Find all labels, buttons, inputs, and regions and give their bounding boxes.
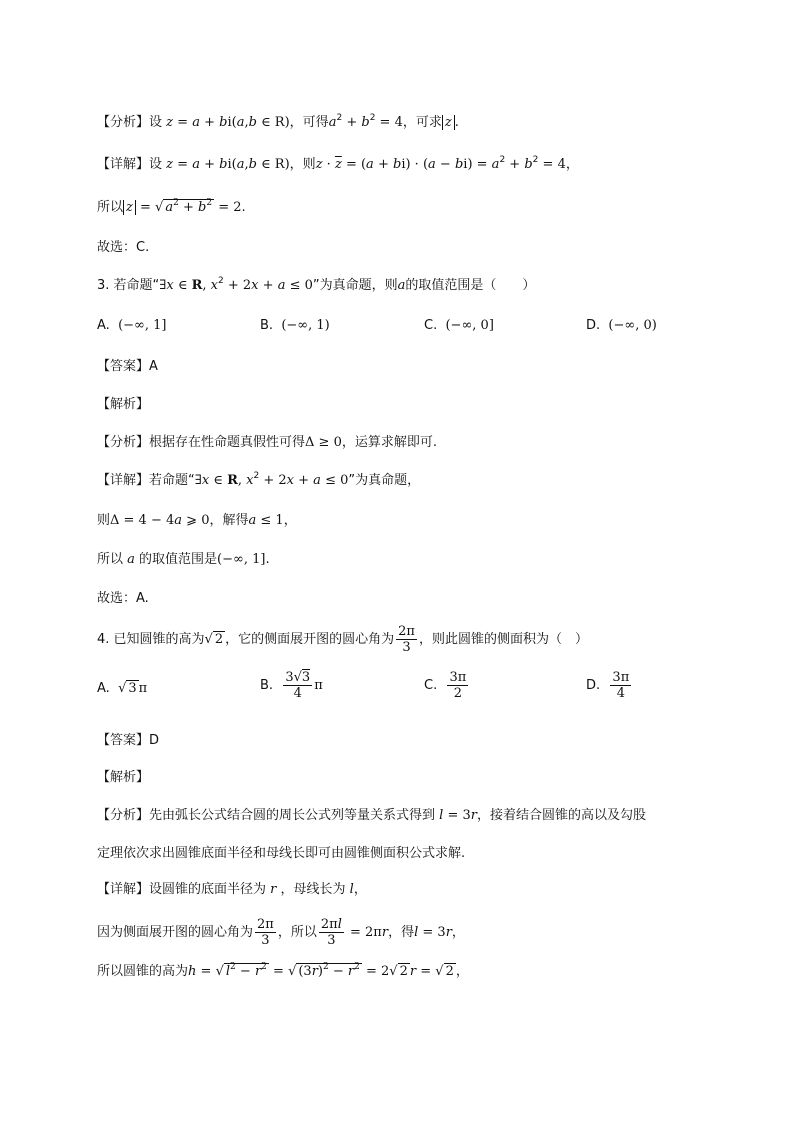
q3-analysis: 【分析】根据存在性命题真假性可得Δ ≥ 0，运算求解即可. <box>97 435 437 450</box>
q3-choice: 故选：A. <box>97 591 149 606</box>
q3-stem: 3. 若命题“∃x ∈ R, $x^2 + 2x + a \le 0$”为真命题，则a的取值范围是（ ） <box>97 276 536 293</box>
q3-detail: 【详解】若命题“∃x ∈ R, $x^2 + 2x + a \le 0$”为真命题， <box>97 471 421 488</box>
q3-option-a[interactable]: A. (−∞, 1] <box>97 318 167 333</box>
q4-because: 因为侧面展开图的圆心角为 $\frac{2\pi}{3}$ ，所以 $\frac{2\pi l}{3}$ = 2πr，得l = 3r， <box>97 917 465 948</box>
q3-option-d[interactable]: D. (−∞, 0) <box>586 318 657 333</box>
q3-so: 所以 a 的取值范围是(−∞, 1]. <box>97 552 270 567</box>
p2-choice: 故选：C. <box>97 240 150 255</box>
q4-option-d[interactable]: D. $\frac{3\pi}{4}$ <box>586 670 630 701</box>
p2-detail-line: 【详解】设 z = a + bi(a,b ∈ R)，则$z \cdot \overline{z} = (a + bi) \cdot (a - bi) = a^2 + b^2 = 4$， <box>97 155 579 172</box>
q4-stem: 4. 已知圆锥的高为√ 2 ，它的侧面展开图的圆心角为 $\frac{2\pi}{3}$ ，则此圆锥的侧面积为（ ） <box>97 624 588 655</box>
analysis-label: 【分析】 <box>97 115 150 130</box>
q4-detail: 【详解】设圆锥的底面半径为 r ，母线长为 l， <box>97 882 367 897</box>
q4-option-a[interactable]: A. √ 3 π <box>97 681 148 696</box>
q4-answer: 【答案】D <box>97 733 160 748</box>
q4-analysis-2: 定理依次求出圆锥底面半径和母线长即可由圆锥侧面积公式求解. <box>97 846 466 861</box>
q4-option-b[interactable]: B. $\frac{3√3}{4}$ π <box>260 670 323 701</box>
q4-option-c[interactable]: C. $\frac{3\pi}{2}$ <box>424 670 467 701</box>
p2-analysis-line: 【分析】设 z = a + bi(a,b ∈ R)，可得$a^2 + b^2 = 4$，可求 z . <box>97 113 459 130</box>
q4-height: 所以圆锥的高为h = √ $l^2 - r^2$ = √ $(3r)^2 - r^2 = 2√$ 2 r = √ 2 ， <box>97 962 469 979</box>
q3-then: 则Δ = 4 − 4a ⩾ 0，解得a ≤ 1， <box>97 513 297 528</box>
q3-option-b[interactable]: B. (−∞, 1) <box>260 318 330 333</box>
q3-explanation-label: 【解析】 <box>97 397 150 412</box>
q4-analysis-1: 【分析】先由弧长公式结合圆的周长公式列等量关系式得到 l = 3r，接着结合圆锥的高以及勾股 <box>97 808 646 823</box>
p2-so-line: 所以 z = √ $a^2 + b^2 = 2$. <box>97 198 246 215</box>
q3-option-c[interactable]: C. (−∞, 0] <box>424 318 494 333</box>
detail-label: 【详解】 <box>97 157 150 172</box>
q4-explanation-label: 【解析】 <box>97 770 150 785</box>
q3-answer: 【答案】A <box>97 359 158 374</box>
